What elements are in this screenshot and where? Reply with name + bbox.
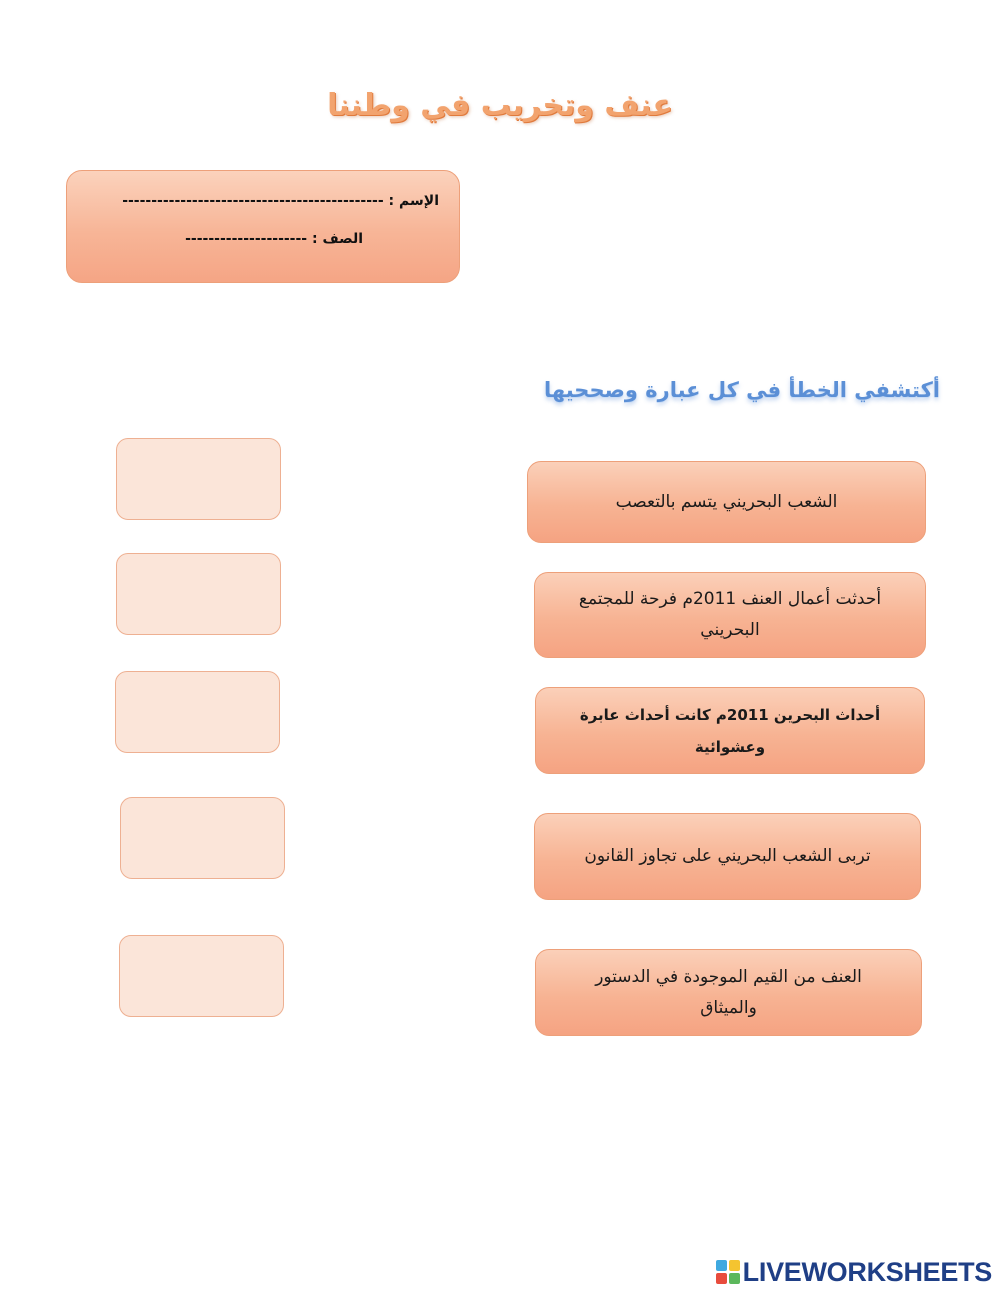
logo-square-icon — [716, 1260, 727, 1271]
logo-square-icon — [729, 1273, 740, 1284]
worksheet-title: عنف وتخريب في وطننا — [327, 88, 673, 123]
logo-mark-icon — [716, 1260, 740, 1284]
instruction-heading: أكتشفي الخطأ في كل عبارة وصححيها — [543, 378, 940, 402]
answer-box-5[interactable] — [119, 935, 284, 1017]
logo-square-icon — [716, 1273, 727, 1284]
name-label: الإسم : — [388, 193, 439, 209]
class-row — [185, 231, 363, 247]
statement-box-4: تربى الشعب البحريني على تجاوز القانون — [534, 813, 921, 900]
statement-box-2: أحدثت أعمال العنف 2011م فرحة للمجتمع البحريني — [534, 572, 926, 658]
name-row — [122, 193, 439, 209]
class-label: الصف : — [312, 231, 363, 247]
liveworksheets-logo — [716, 1255, 992, 1289]
statement-box-3: أحداث البحرين 2011م كانت أحداث عابرة وعشوائية — [535, 687, 925, 774]
logo-text: LIVEWORKSHEETS — [742, 1256, 992, 1287]
name-blank[interactable]: --------------------------------------------- — [122, 193, 384, 209]
statement-box-1: الشعب البحريني يتسم بالتعصب — [527, 461, 926, 543]
statement-box-5: العنف من القيم الموجودة في الدستور والميثاق — [535, 949, 922, 1036]
class-blank[interactable]: --------------------- — [185, 231, 308, 247]
answer-box-3[interactable] — [115, 671, 280, 753]
logo-square-icon — [729, 1260, 740, 1271]
answer-box-1[interactable] — [116, 438, 281, 520]
answer-box-4[interactable] — [120, 797, 285, 879]
answer-box-2[interactable] — [116, 553, 281, 635]
student-info-box — [66, 170, 460, 283]
